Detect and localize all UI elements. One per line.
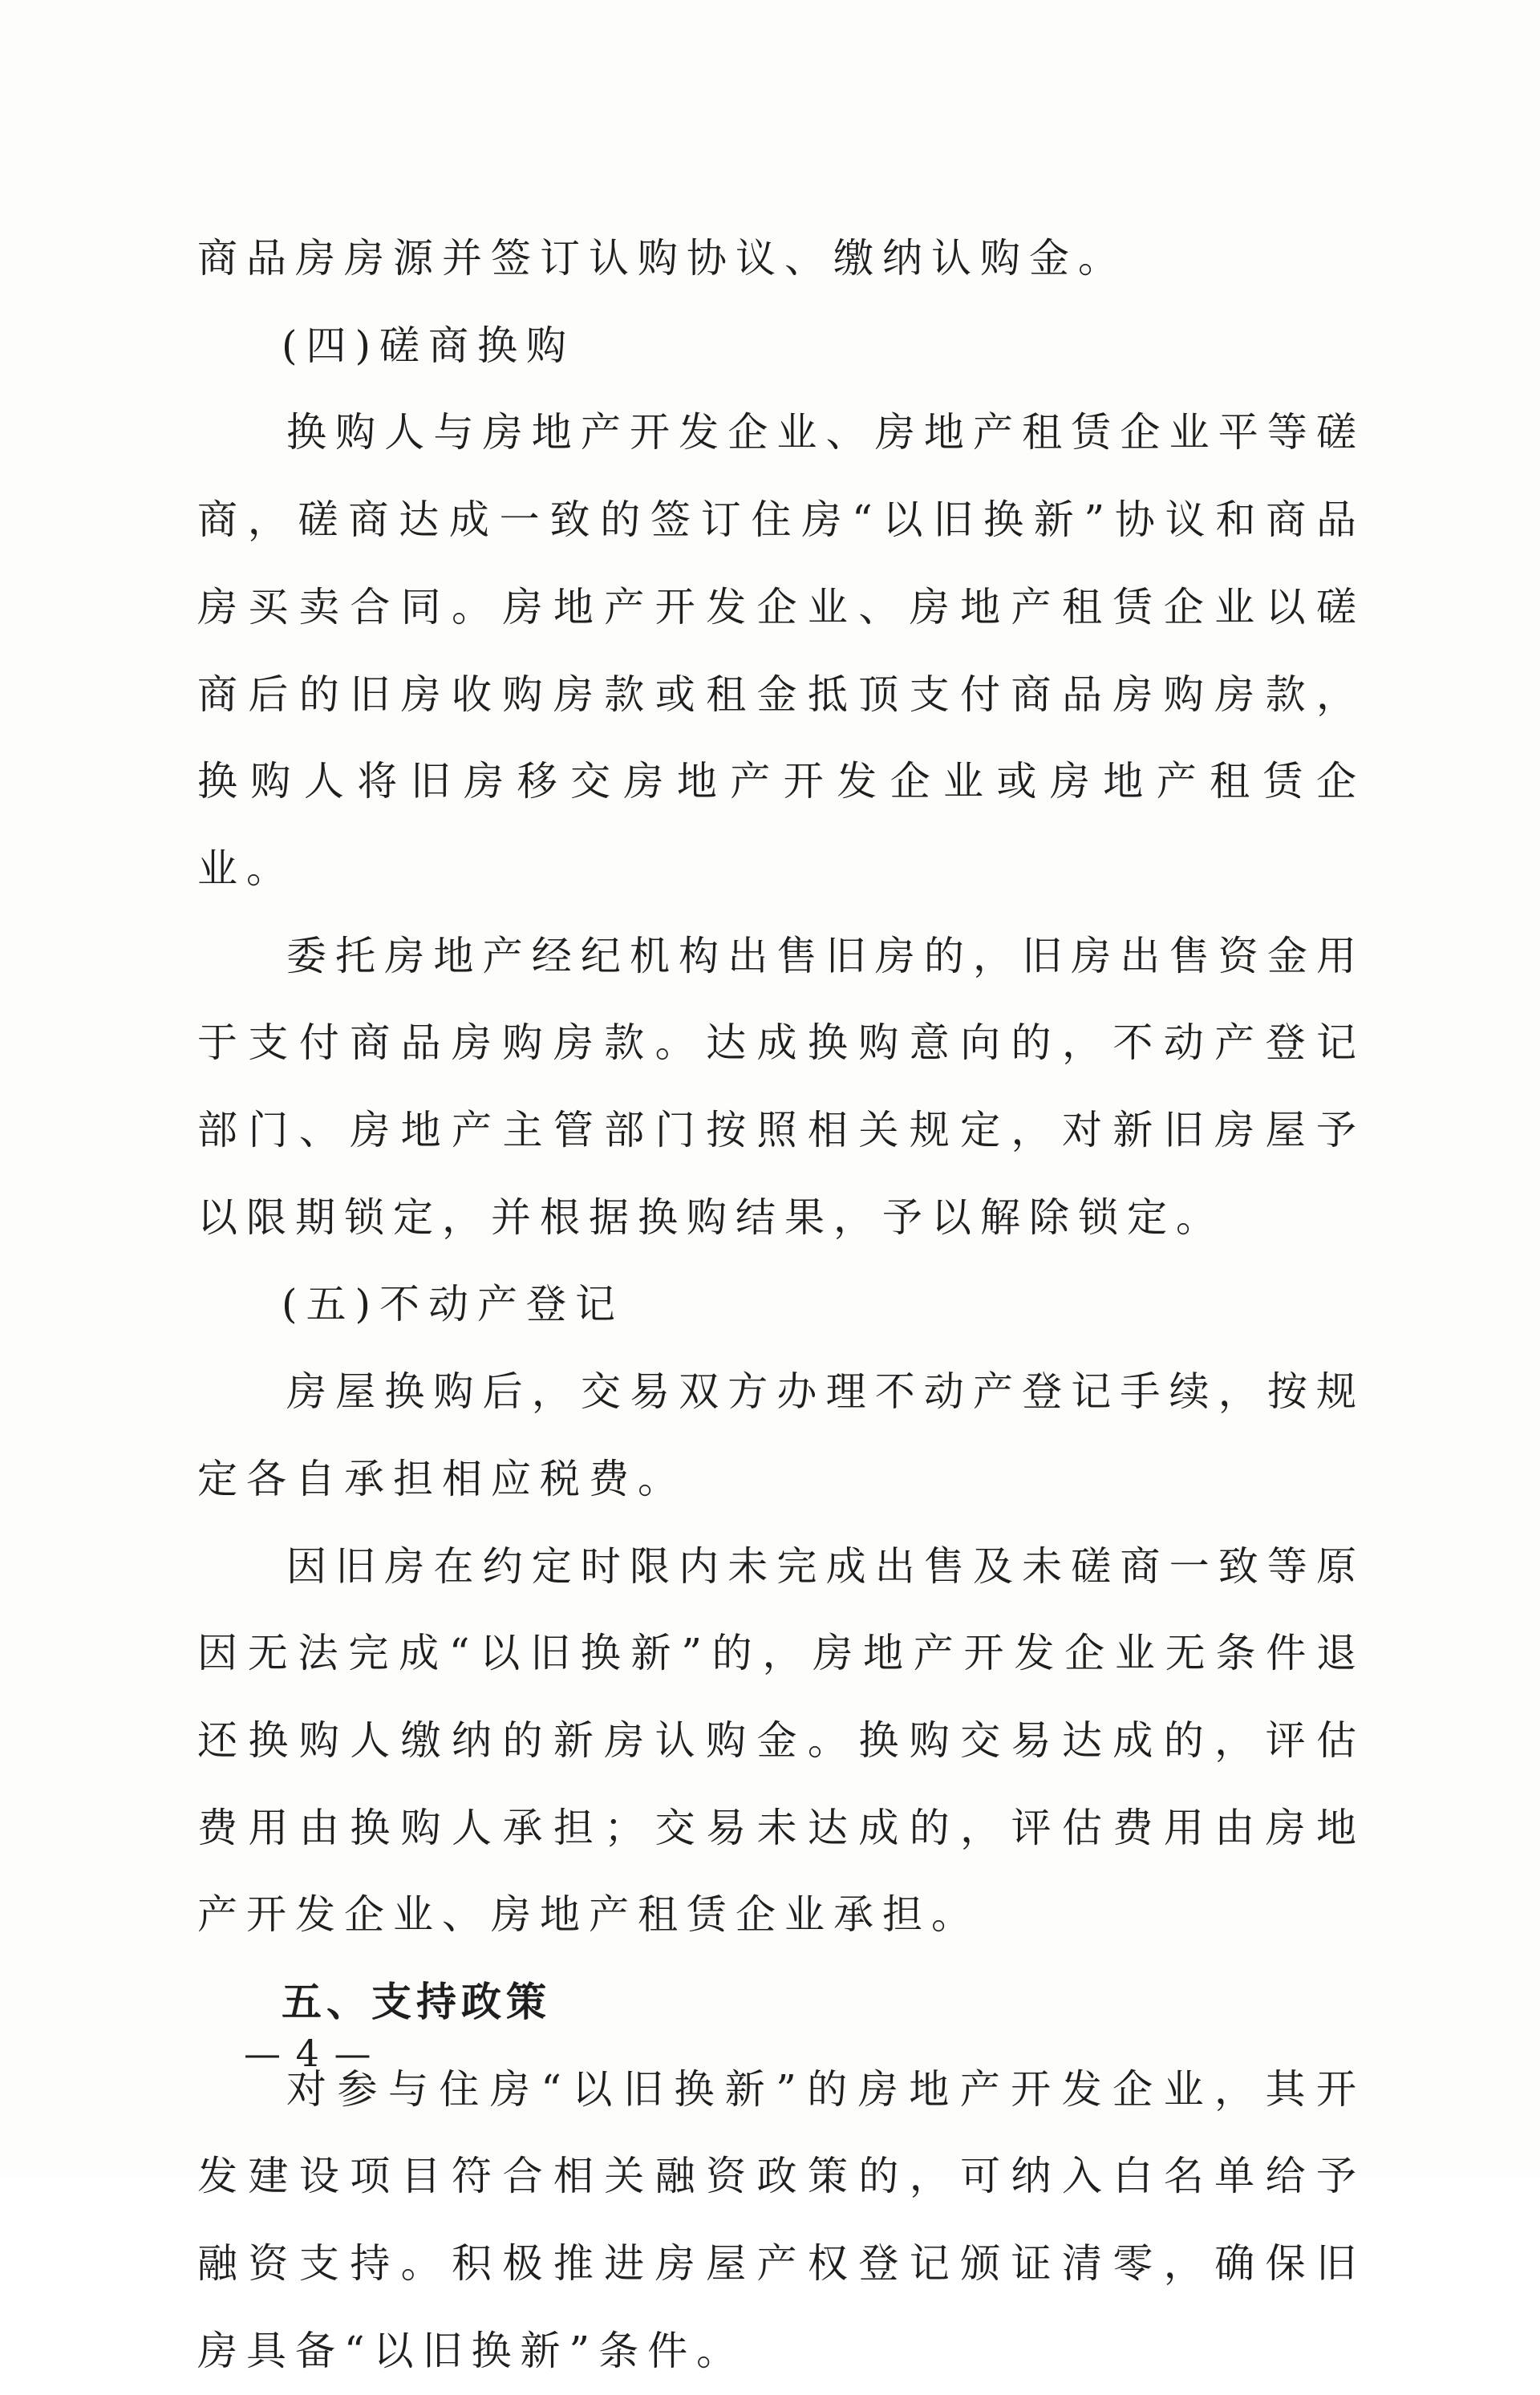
section-heading-support-policy: 五、支持政策 bbox=[282, 1978, 551, 2026]
paragraph-agency-sale: 委托房地产经纪机构出售旧房的，旧房出售资金用于支付商品房购房款。达成换购意向的，不动产登记部门、房地产主管部门按照相关规定，对新旧房屋予以限期锁定，并根据换购结果，予以解除锁定。 bbox=[197, 932, 1365, 1241]
section-heading-registration: (五)不动产登记 bbox=[282, 1281, 625, 1328]
paragraph-registration: 房屋换购后，交易双方办理不动产登记手续，按规定各自承担相应税费。 bbox=[197, 1368, 1365, 1502]
paragraph-negotiation: 换购人与房地产开发企业、房地产租赁企业平等磋商，磋商达成一致的签订住房“以旧换新”协议和商品房买卖合同。房地产开发企业、房地产租赁企业以磋商后的旧房收购房款或租金抵顶支付商品房购房款，换购人将旧房移交房地产开发企业或房地产租赁企业。 bbox=[197, 409, 1365, 892]
paragraph-continuation: 商品房房源并签订认购协议、缴纳认购金。 bbox=[197, 235, 1127, 282]
paragraph-support-policy: 对参与住房“以旧换新”的房地产开发企业，其开发建设项目符合相关融资政策的，可纳入白名单给予融资支持。积极推进房屋产权登记颁证清零，确保旧房具备“以旧换新”条件。 bbox=[197, 2065, 1365, 2374]
section-heading-negotiation: (四)磋商换购 bbox=[282, 322, 576, 369]
paragraph-refund: 因旧房在约定时限内未完成出售及未磋商一致等原因无法完成“以旧换新”的，房地产开发企业无条件退还换购人缴纳的新房认购金。换购交易达成的，评估费用由换购人承担；交易未达成的，评估费用由房地产开发企业、房地产租赁企业承担。 bbox=[197, 1542, 1365, 1939]
page-number: — 4 — bbox=[244, 2032, 373, 2075]
